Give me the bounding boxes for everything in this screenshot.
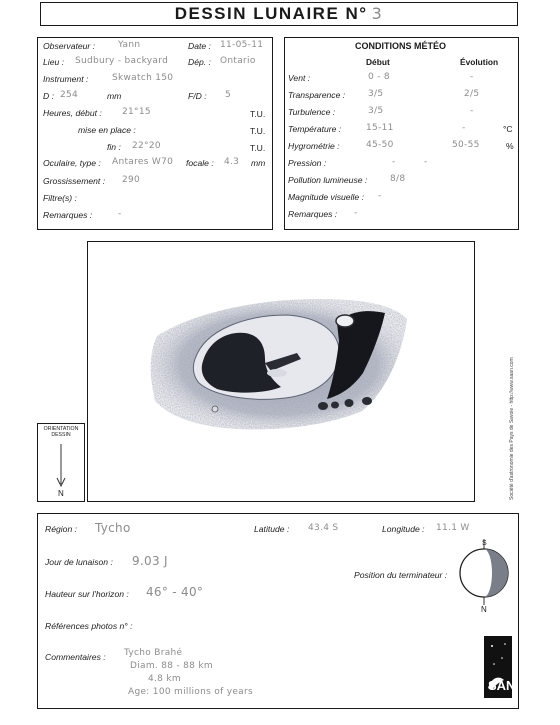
oculaire-label: Oculaire, type : [43, 158, 101, 168]
mise-label: mise en place : [78, 125, 136, 135]
d-value: 254 [60, 90, 79, 100]
orientation-letter: N [58, 489, 64, 498]
heures-debut-value: 21°15 [122, 107, 151, 117]
meteo-row-evolution: - [470, 72, 474, 82]
commentaire-line: Diam. 88 - 88 km [130, 661, 213, 671]
meteo-row-debut: 3/5 [368, 106, 384, 116]
compass-s: S [482, 540, 487, 547]
sheet-title [40, 2, 518, 26]
meteo-row-evolution: 2/5 [464, 89, 480, 99]
refs-label: Références photos n° : [45, 621, 133, 631]
meteo-heading: CONDITIONS MÉTÉO [355, 41, 447, 51]
date-label: Date : [188, 41, 211, 51]
san-logo [484, 636, 516, 698]
meteo-row-label: Pression : [288, 158, 327, 168]
focale-unit: mm [251, 158, 266, 168]
lieu-value: Sudbury - backyard [75, 56, 169, 66]
fin-label: fin : [107, 142, 121, 152]
dep-value: Ontario [220, 56, 256, 66]
meteo-row-debut: 15-11 [366, 123, 394, 133]
meteo-debut-header: Début [366, 57, 390, 67]
orientation-label: ORIENTATION DESSIN [43, 426, 79, 438]
lieu-label: Lieu : [43, 57, 65, 67]
region-box [37, 513, 519, 709]
commentaire-line: Age: 100 millions of years [128, 687, 253, 697]
meteo-row-label: Remarques : [288, 209, 338, 219]
date-value: 11-05-11 [220, 40, 264, 50]
meteo-row-evolution: - [470, 106, 474, 116]
meteo-row-evolution: - [462, 123, 466, 133]
meteo-row-unit: °C [503, 124, 513, 134]
grossissement-value: 290 [122, 175, 141, 185]
commentaires-label: Commentaires : [45, 652, 106, 662]
title-label: DESSIN LUNAIRE N° [174, 4, 368, 23]
meteo-row-label: Pollution lumineuse : [288, 175, 368, 185]
instrument-value: Skwatch 150 [112, 73, 174, 83]
region-label: Région : [45, 524, 78, 534]
hauteur-value: 46° - 40° [146, 585, 204, 599]
observateur-label: Observateur : [43, 41, 96, 51]
drawing-number: 3 [371, 4, 384, 23]
instrument-label: Instrument : [43, 74, 89, 84]
svg-text:SAN: SAN [488, 678, 516, 693]
remarques-label: Remarques : [43, 210, 93, 220]
lunaison-label: Jour de lunaison : [45, 557, 113, 567]
fin-value: 22°20 [132, 141, 161, 151]
tu-mise: T.U. [250, 126, 266, 136]
side-credit: Société d'astronomie des Pays de Savoie - http://www.saan.com [509, 357, 515, 500]
compass-n: N [481, 605, 487, 614]
meteo-row-debut: 0 - 8 [368, 72, 390, 82]
meteo-row-unit: % [506, 141, 514, 151]
oculaire-value: Antares W70 [112, 157, 174, 167]
d-unit: mm [107, 91, 122, 101]
tu-debut: T.U. [250, 109, 266, 119]
meteo-row-debut: - [392, 157, 396, 167]
meteo-row-debut: 3/5 [368, 89, 384, 99]
focale-label: focale : [186, 158, 214, 168]
commentaire-line: 4.8 km [148, 674, 181, 684]
meteo-row-label: Température : [288, 124, 342, 134]
meteo-row-label: Magnitude visuelle : [288, 192, 364, 202]
meteo-evolution-header: Évolution [460, 57, 499, 67]
terminateur-label: Position du terminateur : [354, 570, 448, 580]
longitude-value: 11.1 W [436, 523, 470, 533]
meteo-row-debut: - [378, 191, 382, 201]
lunaison-value: 9.03 J [132, 554, 168, 568]
longitude-label: Longitude : [382, 524, 425, 534]
hauteur-label: Hauteur sur l'horizon : [45, 589, 129, 599]
d-label: D : [43, 91, 54, 101]
remarques-value: - [118, 209, 122, 219]
meteo-row-label: Transparence : [288, 90, 346, 100]
latitude-value: 43.4 S [308, 523, 339, 533]
filtres-label: Filtre(s) : [43, 193, 77, 203]
meteo-row-label: Turbulence : [288, 107, 336, 117]
focale-value: 4.3 [224, 157, 240, 167]
observateur-value: Yann [118, 40, 141, 50]
meteo-row-evolution: 50-55 [452, 140, 480, 150]
meteo-row-debut: 8/8 [390, 174, 406, 184]
meteo-row-debut: - [354, 208, 358, 218]
meteo-row-debut: 45-50 [366, 140, 394, 150]
fd-label: F/D : [188, 91, 207, 101]
arrow-down-icon [51, 442, 71, 492]
grossissement-label: Grossissement : [43, 176, 106, 186]
dep-label: Dép. : [188, 57, 211, 67]
meteo-row-evolution: - [424, 157, 428, 167]
latitude-label: Latitude : [254, 524, 290, 534]
meteo-row-label: Vent : [288, 73, 311, 83]
commentaire-line: Tycho Brahé [124, 648, 183, 658]
tu-fin: T.U. [250, 143, 266, 153]
fd-value: 5 [225, 90, 232, 100]
meteo-row-label: Hygrométrie : [288, 141, 340, 151]
region-value: Tycho [95, 521, 131, 535]
lunar-drawing [87, 241, 475, 502]
heures-label: Heures, début : [43, 108, 102, 118]
